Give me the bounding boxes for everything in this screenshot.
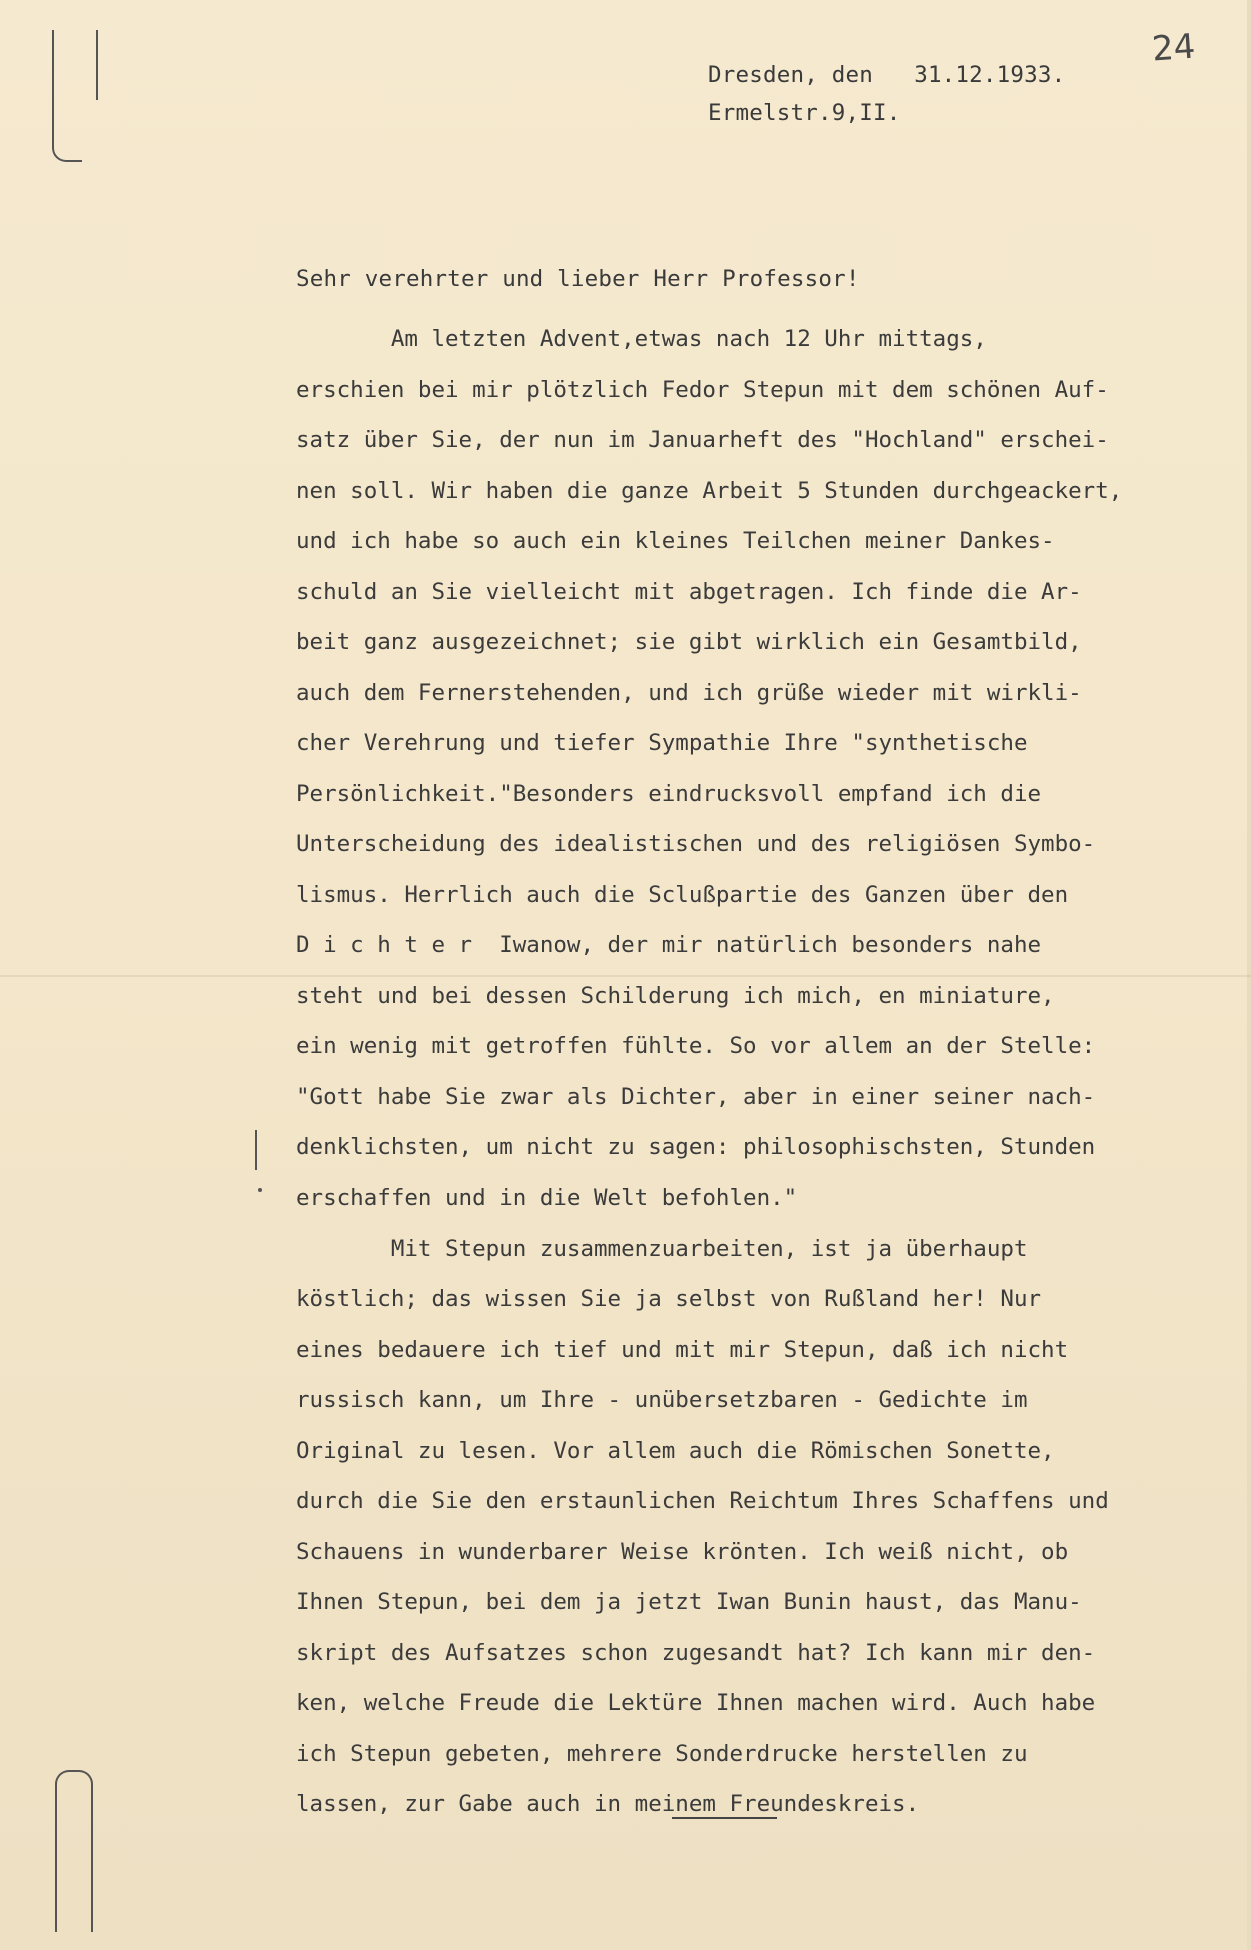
body-line: erschien bei mir plötzlich Fedor Stepun mit dem schönen Auf- <box>296 377 1109 403</box>
body-line: ich Stepun gebeten, mehrere Sonderdrucke herstellen zu <box>296 1741 1028 1767</box>
body-line: Original zu lesen. Vor allem auch die Römischen Sonette, <box>296 1438 1055 1464</box>
body-line: D i c h t e r Iwanow, der mir natürlich besonders nahe <box>296 932 1042 958</box>
body-line: russisch kann, um Ihre - unübersetzbaren - Gedichte im <box>296 1387 1028 1413</box>
body-line: "Gott habe Sie zwar als Dichter, aber in einer seiner nach- <box>296 1084 1096 1110</box>
margin-pencil-mark <box>255 1130 257 1170</box>
body-line: und ich habe so auch ein kleines Teilchen meiner Dankes- <box>296 528 1055 554</box>
letter-address: Ermelstr.9,II. <box>708 100 901 126</box>
body-line: nen soll. Wir haben die ganze Arbeit 5 Stunden durchgeackert, <box>296 478 1123 504</box>
body-line: Persönlichkeit."Besonders eindrucksvoll empfand ich die <box>296 781 1042 807</box>
body-line: lismus. Herrlich auch die Sclußpartie des Ganzen über den <box>296 882 1069 908</box>
staple-mark-top <box>52 30 82 162</box>
body-line: Am letzten Advent,etwas nach 12 Uhr mittags, <box>296 326 987 352</box>
body-line: auch dem Fernerstehenden, und ich grüße wieder mit wirkli- <box>296 680 1082 706</box>
body-line: ein wenig mit getroffen fühlte. So vor allem an der Stelle: <box>296 1033 1096 1059</box>
body-line: Mit Stepun zusammenzuarbeiten, ist ja überhaupt <box>296 1236 1028 1262</box>
body-line: schuld an Sie vielleicht mit abgetragen. Ich finde die Ar- <box>296 579 1082 605</box>
paper-fold-line <box>0 975 1251 977</box>
body-line: steht und bei dessen Schilderung ich mich, en miniature, <box>296 983 1055 1009</box>
staple-mark-bottom <box>55 1770 93 1932</box>
body-line: Ihnen Stepun, bei dem ja jetzt Iwan Bunin haust, das Manu- <box>296 1589 1082 1615</box>
body-line: denklichsten, um nicht zu sagen: philosophischsten, Stunden <box>296 1134 1096 1160</box>
body-line: satz über Sie, der nun im Januarheft des "Hochland" erschei- <box>296 427 1109 453</box>
body-line: erschaffen und in die Welt befohlen." <box>296 1185 798 1211</box>
staple-mark-top-right <box>96 30 98 100</box>
body-line: beit ganz ausgezeichnet; sie gibt wirklich ein Gesamtbild, <box>296 629 1082 655</box>
underline-meinem <box>672 1817 777 1819</box>
body-line: skript des Aufsatzes schon zugesandt hat? Ich kann mir den- <box>296 1640 1096 1666</box>
body-line: eines bedauere ich tief und mit mir Stepun, daß ich nicht <box>296 1337 1069 1363</box>
body-line: cher Verehrung und tiefer Sympathie Ihre "synthetische <box>296 730 1028 756</box>
body-line: lassen, zur Gabe auch in meinem Freundeskreis. <box>296 1791 920 1817</box>
body-line: köstlich; das wissen Sie ja selbst von Rußland her! Nur <box>296 1286 1042 1312</box>
body-line: durch die Sie den erstaunlichen Reichtum Ihres Schaffens und <box>296 1488 1109 1514</box>
salutation: Sehr verehrter und lieber Herr Professor! <box>296 266 860 292</box>
body-line: Unterscheidung des idealistischen und des religiösen Symbo- <box>296 831 1096 857</box>
letter-date: Dresden, den 31.12.1933. <box>708 62 1066 88</box>
body-line: ken, welche Freude die Lektüre Ihnen machen wird. Auch habe <box>296 1690 1096 1716</box>
margin-dot <box>258 1188 262 1192</box>
page-number: 24 <box>1150 26 1197 70</box>
body-line: Schauens in wunderbarer Weise krönten. Ich weiß nicht, ob <box>296 1539 1069 1565</box>
